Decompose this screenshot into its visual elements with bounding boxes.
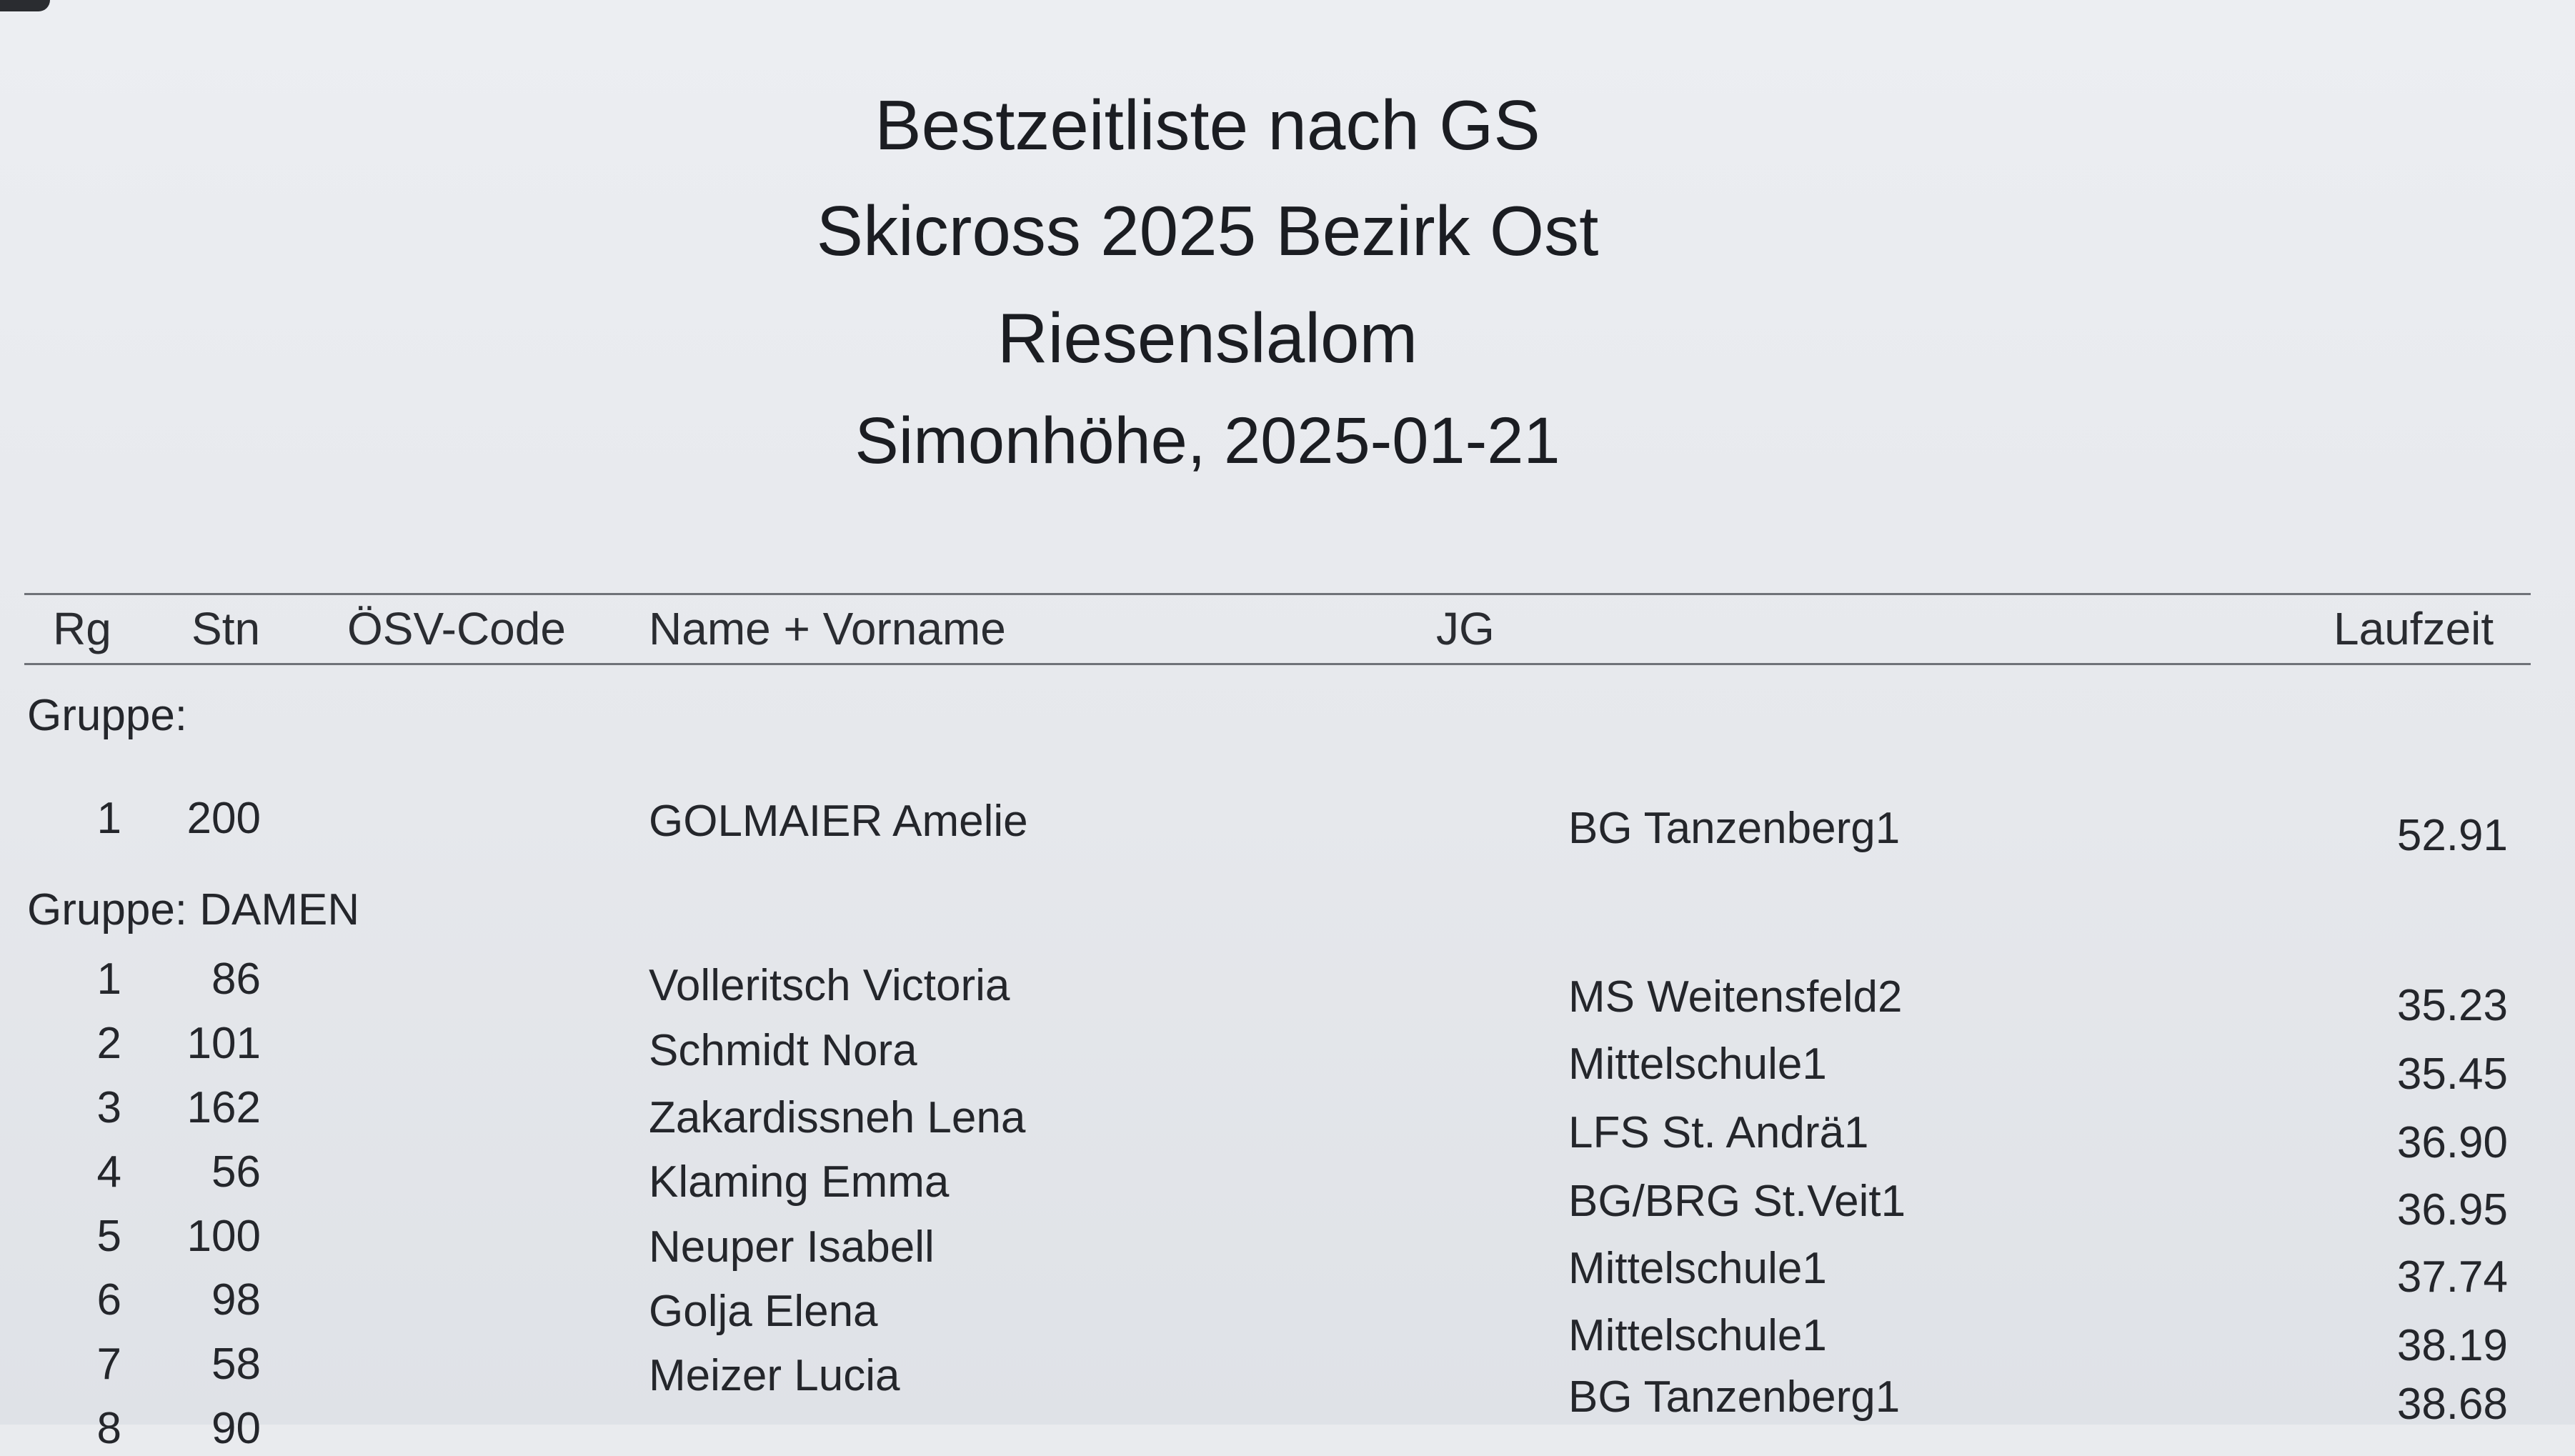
start-number-cell: 86 (211, 954, 261, 1004)
group-label: Gruppe: DAMEN (27, 885, 360, 934)
time-cell: 37.74 (2396, 1252, 2508, 1302)
location-date: Simonhöhe, 2025-01-21 (855, 404, 1560, 477)
column-header-oesv-code: ÖSV-Code (347, 603, 566, 654)
document-title: Bestzeitliste nach GS (875, 86, 1540, 164)
name-cell: Zakardissneh Lena (649, 1093, 1026, 1142)
club-cell: MS Weitensfeld2 (1568, 972, 1903, 1022)
time-cell: 36.90 (2396, 1118, 2508, 1167)
column-header-laufzeit: Laufzeit (2334, 603, 2494, 654)
corner-shadow (0, 0, 50, 11)
start-number-cell: 200 (186, 794, 261, 843)
time-cell: 35.23 (2396, 981, 2508, 1030)
time-cell: 35.45 (2396, 1049, 2508, 1099)
name-cell: Golja Elena (649, 1287, 878, 1336)
column-header-stn: Stn (191, 603, 261, 654)
rank-cell: 1 (96, 954, 121, 1004)
rank-cell: 7 (96, 1340, 121, 1389)
club-cell: Mittelschule1 (1568, 1311, 1827, 1360)
start-number-cell: 98 (211, 1275, 261, 1325)
event-name: Skicross 2025 Bezirk Ost (816, 191, 1599, 270)
start-number-cell: 56 (211, 1147, 261, 1197)
start-number-cell: 101 (186, 1019, 261, 1068)
name-cell: Klaming Emma (649, 1157, 950, 1207)
name-cell: Schmidt Nora (649, 1026, 917, 1075)
rank-cell: 4 (96, 1147, 121, 1197)
start-number-cell: 58 (211, 1340, 261, 1389)
header-rule-bottom (24, 663, 2531, 665)
discipline: Riesenslalom (997, 299, 1418, 377)
rank-cell: 3 (96, 1083, 121, 1132)
name-cell: GOLMAIER Amelie (649, 797, 1028, 846)
time-cell: 38.19 (2396, 1321, 2508, 1370)
time-cell: 36.95 (2396, 1185, 2508, 1235)
rank-cell: 5 (96, 1212, 121, 1261)
column-header-rg: Rg (53, 603, 111, 654)
start-number-cell: 100 (186, 1212, 261, 1261)
group-label: Gruppe: (27, 691, 188, 740)
club-cell: Mittelschule1 (1568, 1039, 1827, 1089)
header-rule-top (24, 593, 2531, 595)
rank-cell: 8 (96, 1404, 121, 1453)
name-cell: Volleritsch Victoria (649, 961, 1010, 1010)
start-number-cell: 162 (186, 1083, 261, 1132)
time-cell: 38.68 (2396, 1380, 2508, 1429)
club-cell: BG/BRG St.Veit1 (1568, 1177, 1906, 1226)
start-number-cell: 90 (211, 1404, 261, 1453)
rank-cell: 2 (96, 1019, 121, 1068)
column-header-name: Name + Vorname (649, 603, 1006, 654)
time-cell: 52.91 (2396, 811, 2508, 860)
club-cell: BG Tanzenberg1 (1568, 804, 1901, 853)
column-header-jg: JG (1436, 603, 1495, 654)
club-cell: BG Tanzenberg1 (1568, 1372, 1901, 1422)
club-cell: LFS St. Andrä1 (1568, 1108, 1869, 1157)
rank-cell: 1 (96, 794, 121, 843)
name-cell: Meizer Lucia (649, 1351, 900, 1400)
club-cell: Mittelschule1 (1568, 1244, 1827, 1293)
rank-cell: 6 (96, 1275, 121, 1325)
name-cell: Neuper Isabell (649, 1222, 935, 1272)
